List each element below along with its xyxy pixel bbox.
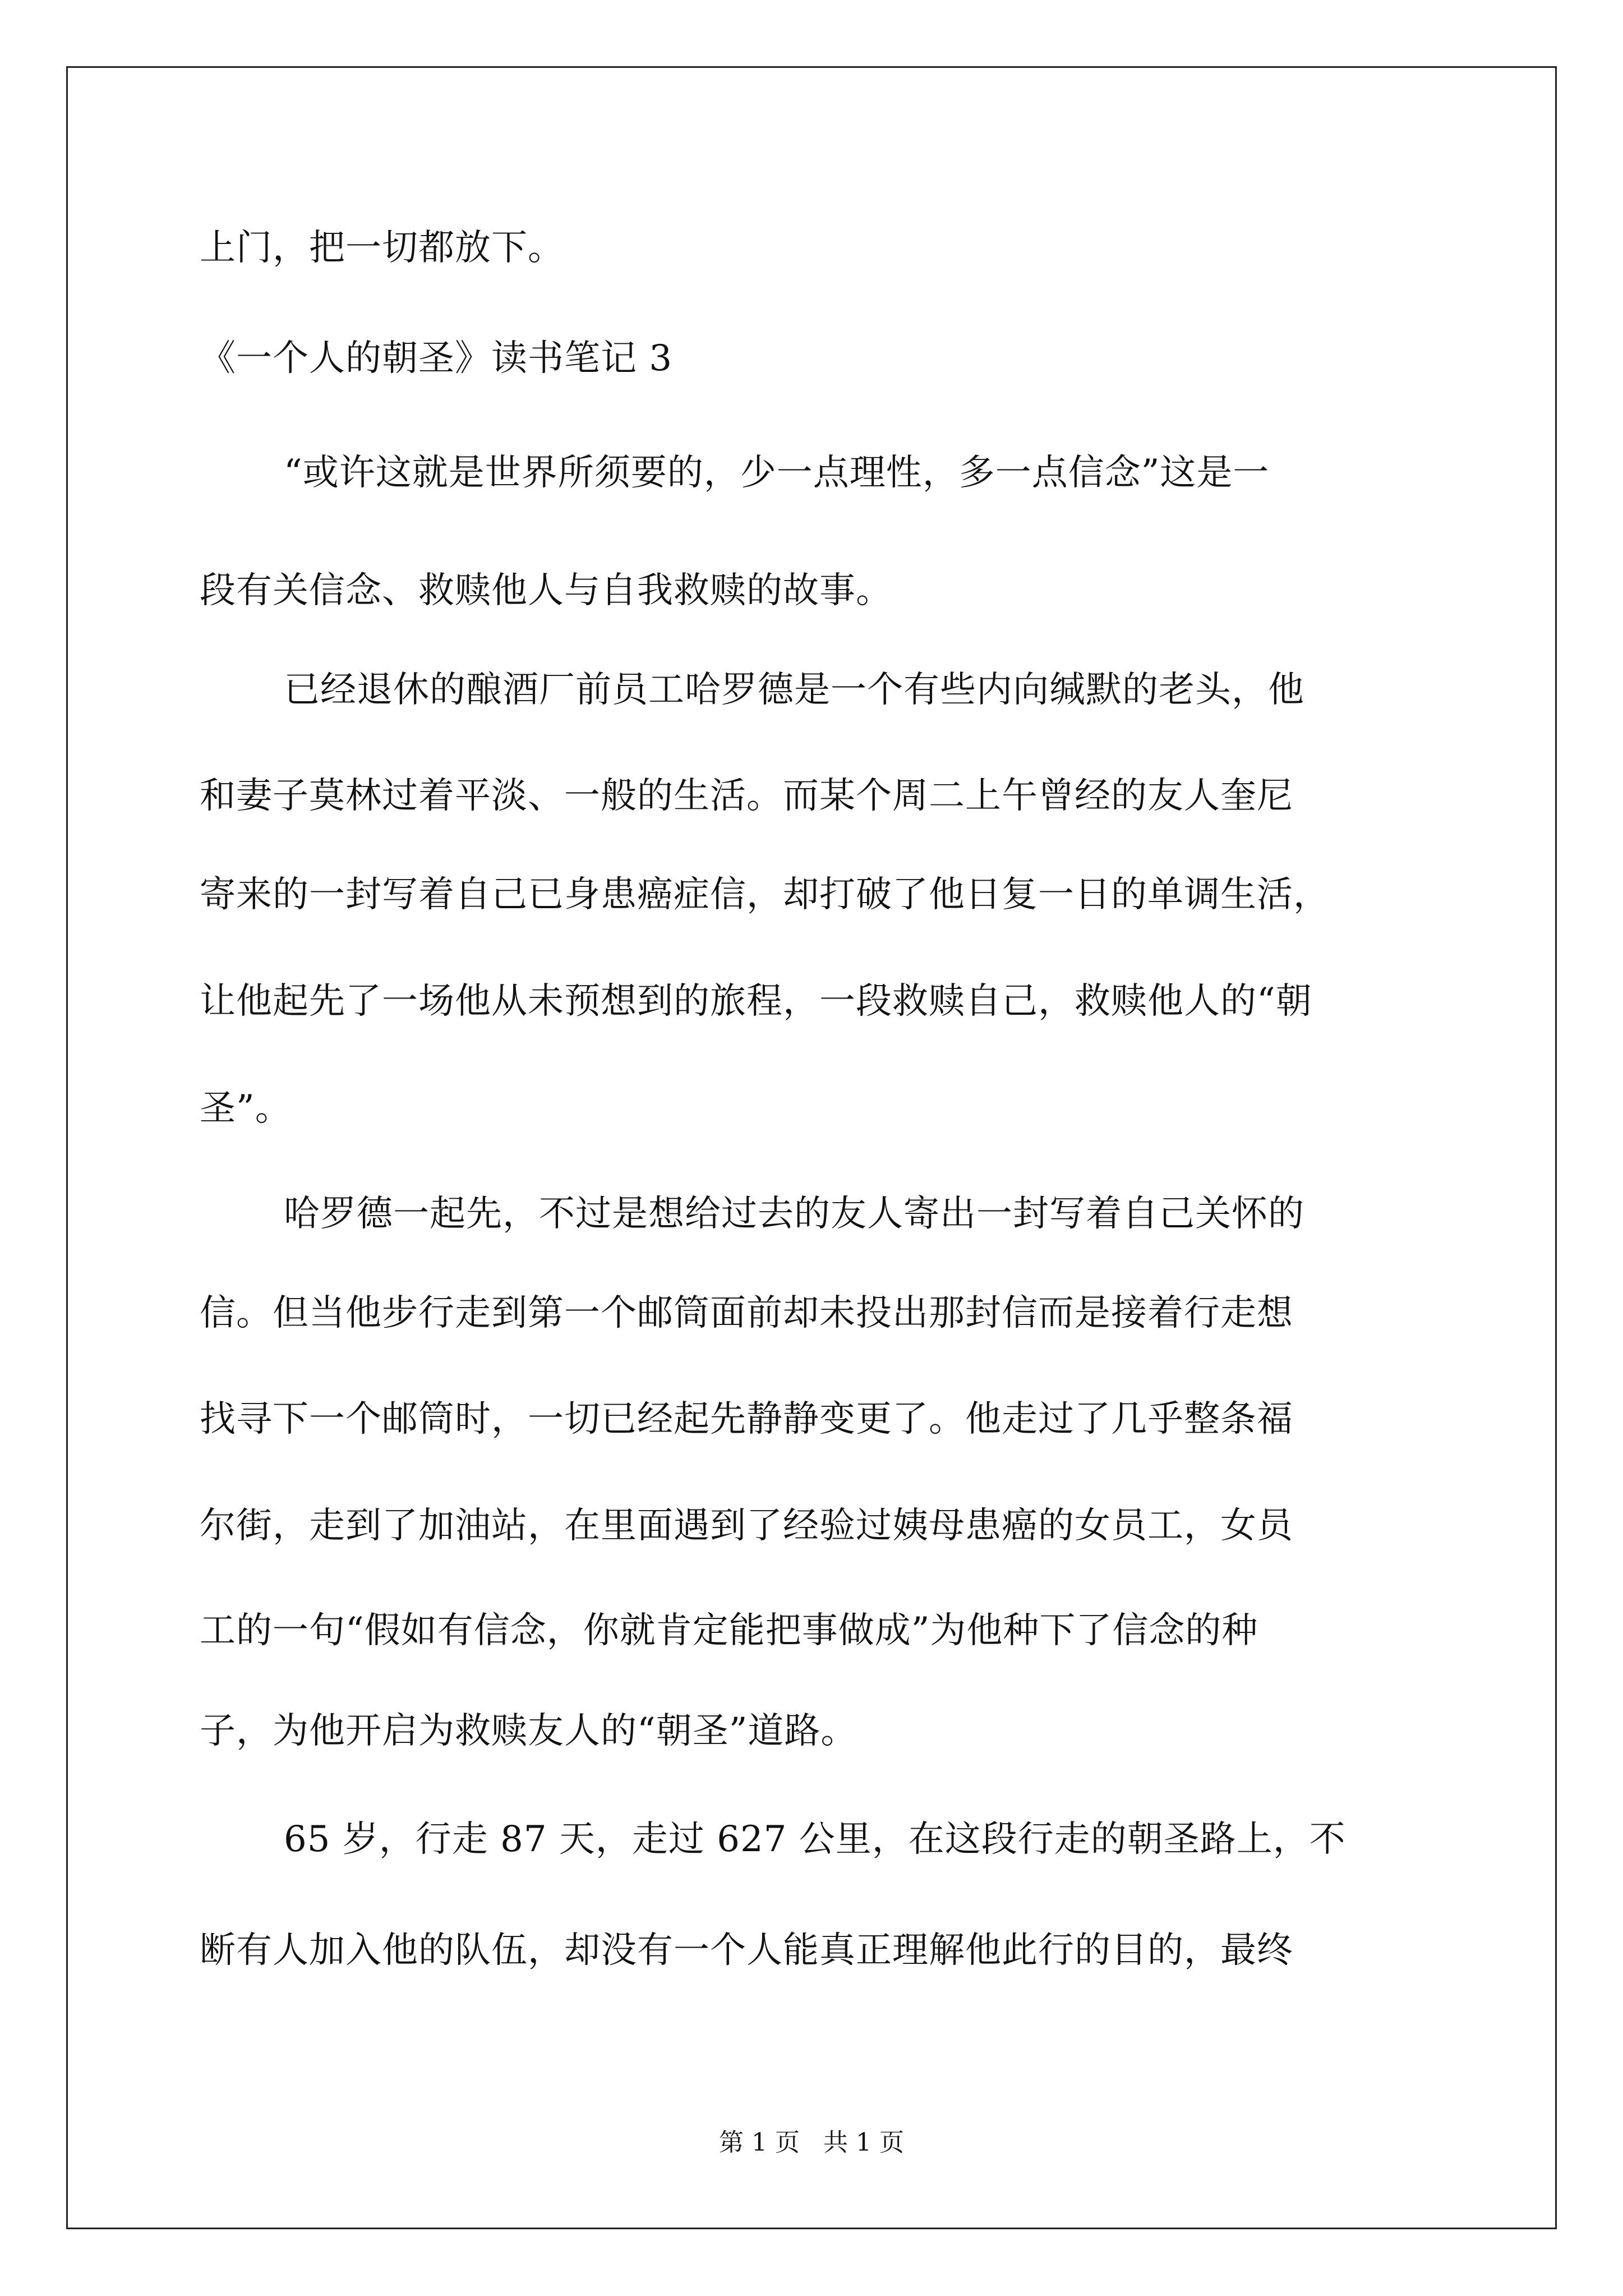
text-line-3: “或许这就是世界所须要的，少一点理性，多一点信念”这是一	[284, 452, 1270, 494]
text-line-12: 找寻下一个邮筒时，一切已经起先静静变更了。他走过了几乎整条福	[200, 1398, 1293, 1440]
text-line-4: 段有关信念、救赎他人与自我救赎的故事。	[200, 570, 892, 611]
text-line-8: 让他起先了一场他从未预想到的旅程，一段救赎自己，救赎他人的“朝	[200, 981, 1312, 1022]
text-line-10: 哈罗德一起先，不过是想给过去的友人寄出一封写着自己关怀的	[284, 1193, 1304, 1235]
page-footer: 第 1 页 共 1 页	[719, 2128, 904, 2157]
text-line-15: 子，为他开启为救赎友人的“朝圣”道路。	[200, 1710, 857, 1752]
text-line-1: 上门，把一切都放下。	[200, 227, 564, 269]
text-line-11: 信。但当他步行走到第一个邮筒面前却未投出那封信而是接着行走想	[200, 1292, 1293, 1334]
text-line-6: 和妻子莫林过着平淡、一般的生活。而某个周二上午曾经的友人奎尼	[200, 775, 1293, 817]
section-heading: 《一个人的朝圣》读书笔记 3	[200, 338, 673, 379]
text-line-13: 尔街，走到了加油站，在里面遇到了经验过姨母患癌的女员工，女员	[200, 1505, 1293, 1547]
text-line-17: 断有人加入他的队伍，却没有一个人能真正理解他此行的目的，最终	[200, 1930, 1293, 1971]
text-line-9: 圣”。	[200, 1088, 292, 1129]
page-frame	[66, 66, 1557, 2229]
text-line-16: 65 岁，行走 87 天，走过 627 公里，在这段行走的朝圣路上，不	[284, 1819, 1346, 1860]
text-line-5: 已经退休的酿酒厂前员工哈罗德是一个有些内向缄默的老头，他	[284, 669, 1304, 711]
text-line-14: 工的一句“假如有信念，你就肯定能把事做成”为他种下了信念的种	[200, 1610, 1258, 1651]
text-line-7: 寄来的一封写着自己已身患癌症信，却打破了他日复一日的单调生活，	[200, 874, 1330, 915]
